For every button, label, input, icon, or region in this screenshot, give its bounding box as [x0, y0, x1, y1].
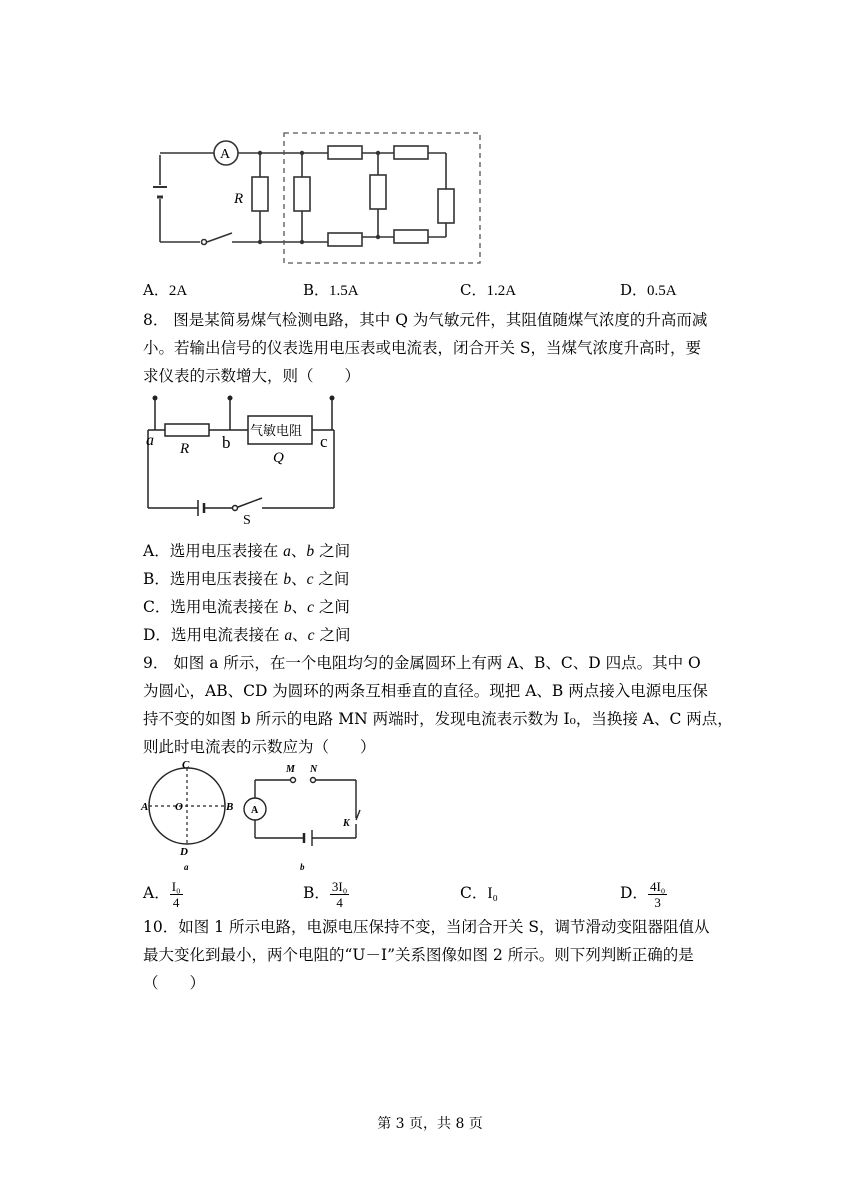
q8-option-a[interactable]: A．选用电压表接在 a、b 之间 [143, 542, 351, 560]
q9-stem-line-3: 持不变的如图 b 所示的电路 MN 两端时，发现电流表示数为 I₀，当换接 A、C 两点， [143, 710, 733, 728]
fraction: $\frac{\text{4I₀}}{3}$ [649, 878, 666, 910]
switch-k-label: K [343, 818, 350, 829]
ammeter-label: A [251, 805, 259, 816]
sensor-q-label: Q [273, 450, 284, 466]
q8-stem-line-3: 求仪表的示数增大，则（ ） [143, 367, 361, 385]
q9-option-c[interactable]: C．I₀ [460, 884, 498, 902]
switch-s-label: S [243, 513, 251, 525]
q9-stem-line-1: 9． 如图 a 所示，在一个电阻均匀的金属圆环上有两 A、B、C、D 四点。其中 O [143, 654, 701, 672]
fraction: $\frac{\text{3I₀}}{4}$ [331, 878, 348, 910]
terminal-b-label: b [222, 433, 231, 452]
gas-sensor-label: 气敏电阻 [250, 423, 303, 438]
q8-stem-line-1: 8． 图是某简易煤气检测电路，其中 Q 为气敏元件，其阻值随煤气浓度的升高而减 [143, 311, 708, 329]
q10-stem-line-1: 10．如图 1 所示电路，电源电压保持不变，当闭合开关 S，调节滑动变阻器阻值从 [143, 918, 710, 936]
q9-stem-line-2: 为圆心，AB、CD 为圆环的两条互相垂直的直径。现把 A、B 两点接入电源电压保 [143, 682, 708, 700]
q8-circuit-figure [140, 390, 350, 525]
q7-option-c[interactable]: C．1.2A [460, 281, 517, 299]
q7-option-d[interactable]: D．0.5A [620, 281, 677, 299]
q7-circuit-figure [150, 125, 490, 270]
q9-circuit-figure [240, 758, 370, 873]
fig-a-caption: a [184, 862, 189, 872]
terminal-c-label: c [320, 432, 328, 451]
ammeter-label: A [220, 147, 231, 162]
page-footer: 第 3 页，共 8 页 [377, 1116, 483, 1132]
point-a-label: A [141, 801, 149, 813]
q8-option-c[interactable]: C．选用电流表接在 b、c 之间 [143, 598, 350, 616]
point-o-label: O [175, 801, 183, 813]
q9-option-b[interactable]: B． $\frac{\text{3I₀}}{4}$ [303, 878, 348, 910]
q8-option-b[interactable]: B．选用电压表接在 b、c 之间 [143, 570, 350, 588]
q10-stem-line-2: 最大变化到最小，两个电阻的“U－I”关系图像如图 2 所示。则下列判断正确的是 [143, 946, 694, 964]
resistor-r-label: R [234, 191, 244, 207]
q9-stem-line-4: 则此时电流表的示数应为（ ） [143, 738, 376, 756]
terminal-n-label: N [310, 764, 318, 775]
q9-option-a[interactable]: A． $\frac{\text{I₀}}{4}$ [143, 878, 181, 910]
point-d-label: D [180, 846, 188, 858]
q9-ring-figure [140, 758, 240, 873]
q8-option-d[interactable]: D．选用电流表接在 a、c 之间 [143, 626, 351, 644]
terminal-a-label: a [146, 432, 154, 449]
q7-option-a[interactable]: A．2A [143, 281, 188, 299]
point-b-label: B [226, 801, 234, 813]
q10-stem-line-3: （ ） [143, 974, 206, 992]
point-c-label: C [182, 759, 190, 771]
fraction: $\frac{\text{I₀}}{4}$ [171, 878, 181, 910]
q9-option-d[interactable]: D． $\frac{\text{4I₀}}{3}$ [620, 878, 666, 910]
fig-b-caption: b [300, 862, 305, 872]
terminal-m-label: M [286, 764, 295, 775]
resistor-r-label: R [180, 441, 190, 457]
q7-option-b[interactable]: B．1.5A [303, 281, 359, 299]
q8-stem-line-2: 小。若输出信号的仪表选用电压表或电流表，闭合开关 S，当煤气浓度升高时，要 [143, 339, 702, 357]
